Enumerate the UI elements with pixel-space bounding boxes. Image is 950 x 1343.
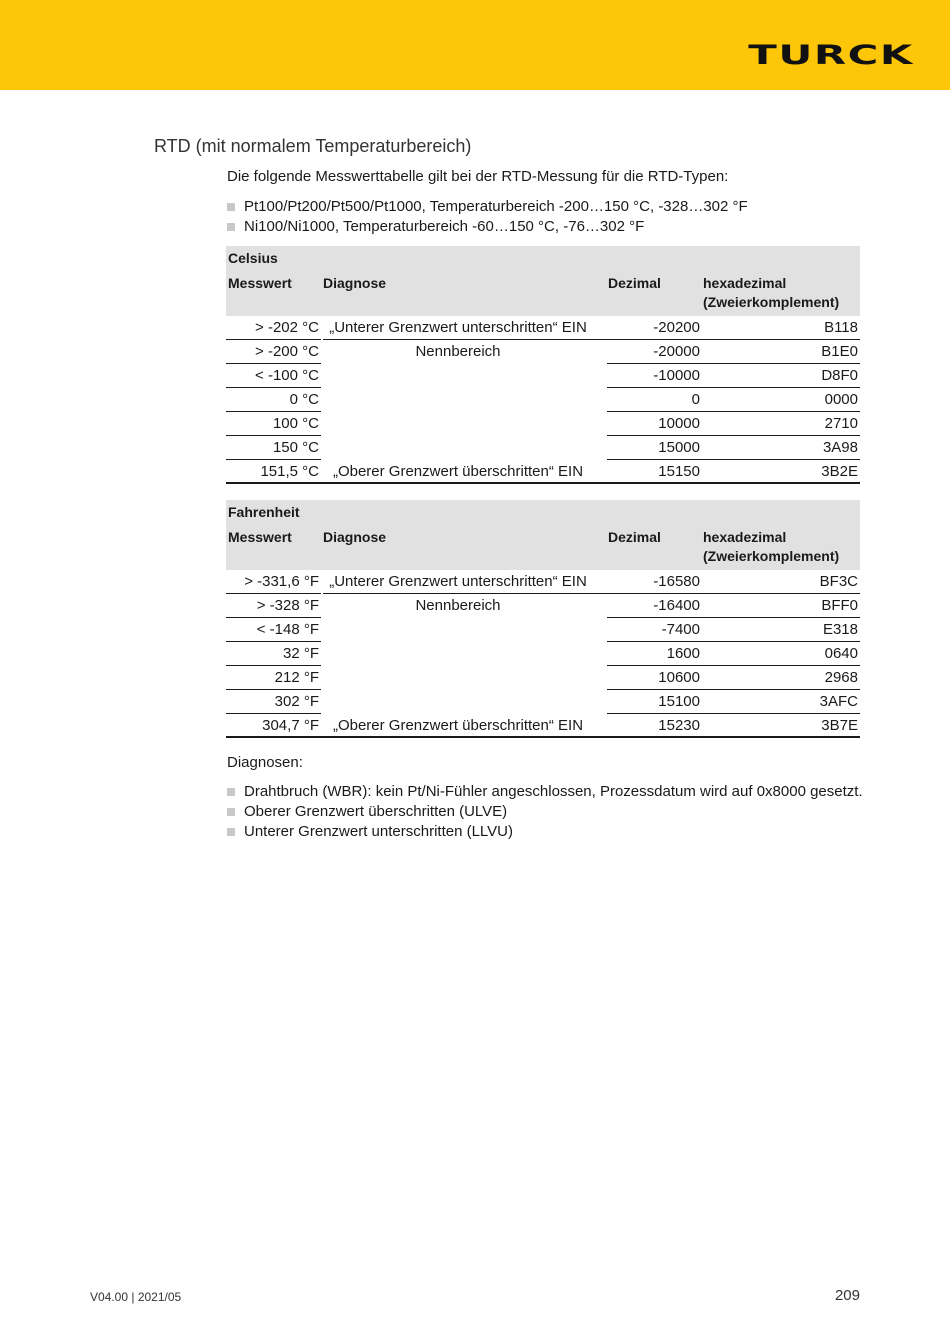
column-header: Dezimal — [608, 275, 661, 291]
cell-dezimal: 15230 — [658, 717, 700, 734]
table-row — [226, 412, 860, 436]
cell-dezimal: 1600 — [666, 645, 700, 662]
table-row — [226, 642, 860, 666]
list-item: Ni100/Ni1000, Temperaturbereich -60…150 °C, -76…302 °F — [227, 217, 748, 237]
cell-diagnose: „Oberer Grenzwert überschritten“ EIN — [332, 463, 584, 480]
turck-logo: TURCK — [748, 40, 914, 71]
page-number: 209 — [834, 1287, 860, 1304]
cell-dezimal: -16400 — [653, 597, 700, 614]
cell-messwert: 304,7 °F — [262, 717, 319, 734]
cell-messwert: < -148 °F — [256, 621, 319, 638]
cell-messwert: > -202 °C — [255, 319, 319, 336]
footer-version: V04.00 | 2021/05 — [90, 1290, 182, 1304]
rtd-type-list — [227, 197, 748, 237]
cell-dezimal: -10000 — [653, 367, 700, 384]
cell-diagnose: Nennbereich — [415, 343, 501, 360]
list-item: Pt100/Pt200/Pt500/Pt1000, Temperaturbereich -200…150 °C, -328…302 °F — [227, 197, 748, 217]
list-item: Oberer Grenzwert überschritten (ULVE) — [227, 802, 863, 822]
list-item: Unterer Grenzwert unterschritten (LLVU) — [227, 822, 863, 842]
table-header — [226, 500, 860, 570]
column-header: Dezimal — [608, 529, 661, 545]
cell-diagnose: „Unterer Grenzwert unterschritten“ EIN — [329, 573, 587, 590]
cell-hex: 3AFC — [819, 693, 858, 710]
column-header: Messwert — [228, 529, 292, 545]
column-header: hexadezimal (Zweierkomplement) — [703, 529, 840, 564]
table-row — [226, 316, 860, 340]
cell-hex: BFF0 — [821, 597, 858, 614]
cell-hex: E318 — [822, 621, 858, 638]
cell-hex: 3A98 — [822, 439, 858, 456]
cell-hex: B118 — [824, 319, 858, 336]
cell-messwert: 151,5 °C — [260, 463, 319, 480]
table-row — [226, 436, 860, 460]
cell-hex: 3B7E — [821, 717, 858, 734]
section-title: RTD (mit normalem Temperaturbereich) — [154, 136, 472, 156]
cell-dezimal: -20200 — [653, 319, 700, 336]
measurement-table — [226, 500, 860, 738]
table-row — [226, 618, 860, 642]
cell-hex: BF3C — [819, 573, 858, 590]
table-row — [226, 714, 860, 738]
cell-diagnose: „Unterer Grenzwert unterschritten“ EIN — [329, 319, 587, 336]
cell-dezimal: 15000 — [658, 439, 700, 456]
table-row — [226, 340, 860, 364]
cell-messwert: 100 °C — [272, 415, 319, 432]
cell-dezimal: -20000 — [653, 343, 700, 360]
table-row — [226, 666, 860, 690]
column-header: Messwert — [228, 275, 292, 291]
cell-messwert: > -331,6 °F — [244, 573, 319, 590]
table-row — [226, 460, 860, 484]
table-row — [226, 594, 860, 618]
diagnosen-list — [227, 782, 863, 842]
table-row — [226, 690, 860, 714]
cell-dezimal: 0 — [691, 391, 700, 408]
cell-messwert: 32 °F — [282, 645, 319, 662]
table-title: Fahrenheit — [228, 504, 300, 520]
cell-hex: 2968 — [824, 669, 858, 686]
column-header: Diagnose — [323, 275, 387, 291]
cell-hex: 2710 — [824, 415, 858, 432]
divider — [226, 482, 860, 484]
cell-messwert: 0 °C — [289, 391, 319, 408]
cell-messwert: 150 °C — [272, 439, 319, 456]
cell-messwert: > -200 °C — [255, 343, 319, 360]
cell-dezimal: 10000 — [658, 415, 700, 432]
cell-hex: D8F0 — [821, 367, 858, 384]
cell-hex: 0000 — [824, 391, 858, 408]
list-item: Drahtbruch (WBR): kein Pt/Ni-Fühler angeschlossen, Prozessdatum wird auf 0x8000 gesetzt. — [227, 782, 863, 802]
column-header: hexadezimal (Zweierkomplement) — [703, 275, 840, 310]
cell-messwert: 212 °F — [274, 669, 319, 686]
table-title: Celsius — [228, 250, 278, 266]
table-row — [226, 388, 860, 412]
table-row — [226, 570, 860, 594]
cell-dezimal: -16580 — [653, 573, 700, 590]
cell-hex: B1E0 — [821, 343, 858, 360]
table-header — [226, 246, 860, 316]
cell-messwert: < -100 °C — [255, 367, 319, 384]
cell-hex: 0640 — [824, 645, 858, 662]
cell-hex: 3B2E — [821, 463, 858, 480]
cell-dezimal: -7400 — [661, 621, 700, 638]
cell-diagnose: Nennbereich — [415, 597, 501, 614]
column-header: Diagnose — [323, 529, 387, 545]
table-row — [226, 364, 860, 388]
cell-diagnose: „Oberer Grenzwert überschritten“ EIN — [332, 717, 584, 734]
cell-dezimal: 15150 — [658, 463, 700, 480]
cell-messwert: > -328 °F — [256, 597, 319, 614]
cell-dezimal: 15100 — [658, 693, 700, 710]
measurement-table — [226, 246, 860, 484]
cell-messwert: 302 °F — [274, 693, 319, 710]
diagnosen-heading: Diagnosen: — [227, 754, 303, 771]
cell-dezimal: 10600 — [658, 669, 700, 686]
intro-text: Die folgende Messwerttabelle gilt bei der RTD-Messung für die RTD-Typen: — [227, 168, 729, 185]
divider — [226, 736, 860, 738]
